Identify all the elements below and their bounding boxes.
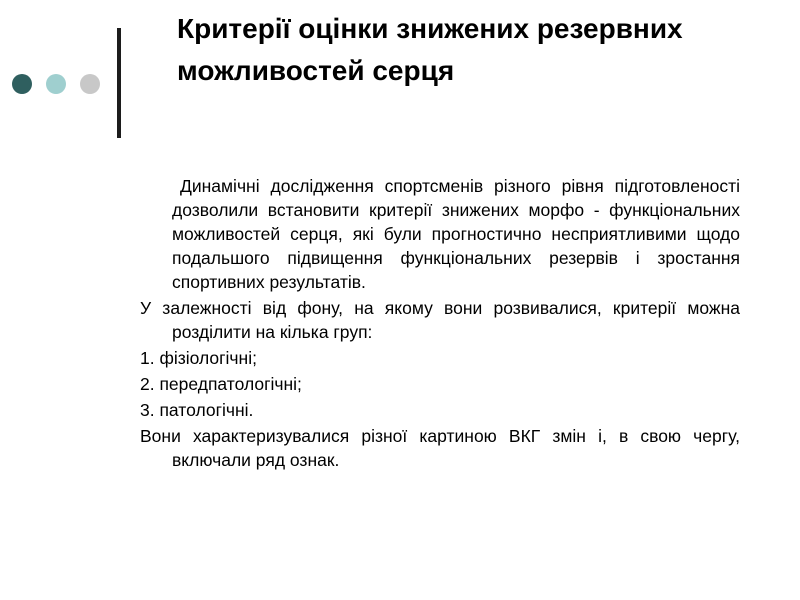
list-item-prepathological: 2. передпатологічні; [140,374,302,394]
decorative-dot-light [46,74,66,94]
groups-paragraph: У залежності від фону, на якому вони розвивалися, критерії можна розділити на кілька груп: [140,298,740,342]
list-item-pathological: 3. патологічні. [140,400,254,420]
intro-paragraph: Динамічні дослідження спортсменів різного рівня підготовленості дозволили встановити критерії знижених морфо - функціональних можливостей серця, які були прогностично несприятливими щодо подальшого підвищення функціональних резервів і зростання спортивних результатів. [172,176,740,292]
decorative-vertical-line [117,28,121,138]
slide-body [140,174,740,472]
slide-title: Критерії оцінки знижених резервних можливостей серця [177,13,683,86]
decorative-dot-dark [12,74,32,94]
decorative-dot-gray [80,74,100,94]
list-item-physiological: 1. фізіологічні; [140,348,257,368]
conclusion-paragraph: Вони характеризувалися різної картиною ВКГ змін і, в свою чергу, включали ряд ознак. [140,426,740,470]
